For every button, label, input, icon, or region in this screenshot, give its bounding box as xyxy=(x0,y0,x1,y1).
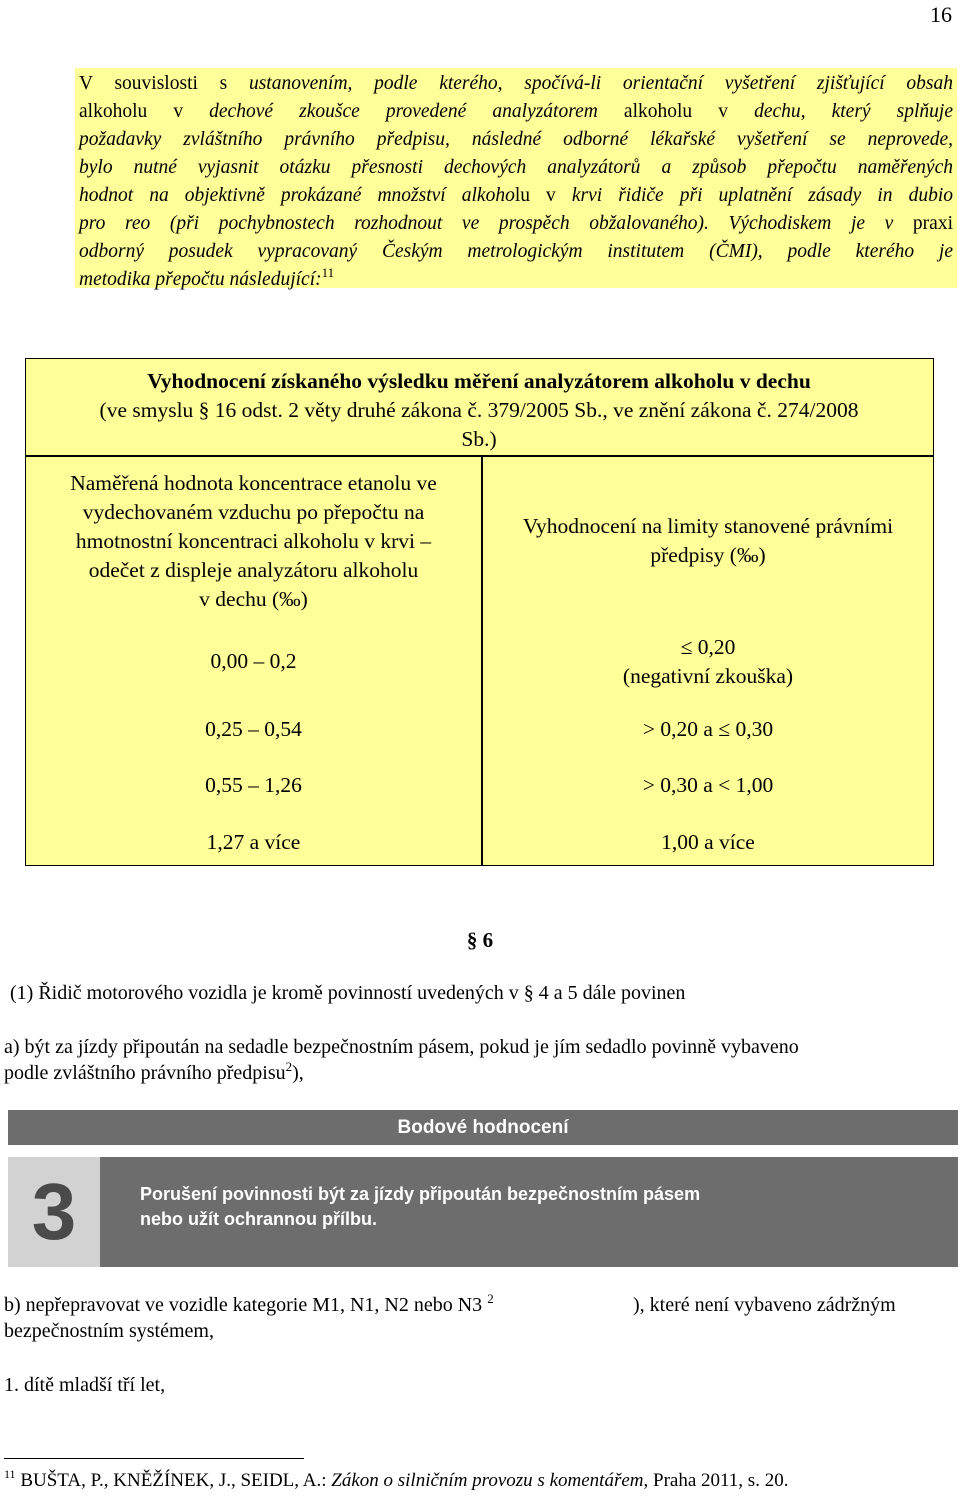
paragraph-1: (1) Řidič motorového vozidla je kromě povinností uvedených v § 4 a 5 dále povinen xyxy=(10,982,686,1004)
table-row-4-measured: 1,27 a více xyxy=(206,830,301,854)
footnote-ref[interactable]: 11 xyxy=(321,265,335,280)
list-item-1: 1. dítě mladší tří let, xyxy=(4,1374,166,1396)
intro-line-4: bylo nutné vyjasnit otázku přesnosti dechových analyzátorů a způsob přepočtu naměřených xyxy=(79,157,953,178)
table-row-3-evaluation: > 0,30 a < 1,00 xyxy=(642,773,774,797)
table-row-1-evaluation: ≤ 0,20 (negativní zkouška) xyxy=(622,635,794,688)
page-number: 16 xyxy=(930,2,952,27)
footnote-rule xyxy=(4,1458,304,1459)
footnote-ref-3[interactable]: 2 xyxy=(487,1291,494,1306)
footnote-ref-2[interactable]: 2 xyxy=(285,1059,293,1074)
item-b-line1-right: ), které není vybaveno zádržným xyxy=(633,1294,896,1316)
table-row-2-evaluation: > 0,20 a ≤ 0,30 xyxy=(642,717,774,741)
table-subtitle-line2: Sb.) xyxy=(461,427,497,451)
intro-line-6: pro reo (při pochybnostech rozhodnout ve prospěch obžalovaného). Východiskem je v praxi xyxy=(79,213,953,234)
table-row-1-measured: 0,00 – 0,2 xyxy=(210,649,297,673)
alcohol-evaluation-table xyxy=(25,358,934,866)
section-heading: § 6 xyxy=(466,928,494,952)
intro-line-5: hodnot na objektivně prokázané množství alkoholu v krvi řidiče při uplatnění zásady in dubio xyxy=(79,185,953,206)
banner-points: 3 xyxy=(8,1157,100,1267)
col2-header: Vyhodnocení na limity stanovené právními předpisy (‰) xyxy=(522,514,894,567)
intro-line-3: požadavky zvláštního právního předpisu, následné odborné lékařské vyšetření se neprovede, xyxy=(79,129,953,150)
intro-line-1: V souvislosti s ustanovením, podle kterého, spočívá-li orientační vyšetření zjišťující obsah xyxy=(79,73,953,94)
intro-paragraph xyxy=(75,68,957,288)
item-a-line1: a) být za jízdy připoután na sedadle bezpečnostním pásem, pokud je jím sedadlo povinně vybaveno xyxy=(4,1036,799,1058)
table-subtitle-line1: (ve smyslu § 16 odst. 2 věty druhé zákona č. 379/2005 Sb., ve znění zákona č. 274/2008 xyxy=(99,398,859,422)
table-divider xyxy=(26,455,933,457)
intro-line-8: metodika přepočtu následující:$^{11}$ xyxy=(79,265,335,290)
points-banner xyxy=(8,1110,958,1267)
table-title: Vyhodnocení získaného výsledku měření analyzátorem alkoholu v dechu xyxy=(147,369,811,393)
item-b-line1-left: b) nepřepravovat ve vozidle kategorie M1, N1, N2 nebo N3 $^2$ xyxy=(4,1291,494,1316)
intro-line-2: alkoholu v dechové zkoušce provedené analyzátorem alkoholu v dechu, který splňuje xyxy=(79,101,953,122)
table-row-2-measured: 0,25 – 0,54 xyxy=(205,717,302,741)
item-a-line2: podle zvláštního právního předpisu$^2$), xyxy=(4,1059,304,1084)
footnote: $^{11}$ BUŠTA, P., KNĚŽÍNEK, J., SEIDL, A.: Zákon o silničním provozu s komentářem, Praha 2011, s. 20. xyxy=(4,1467,789,1491)
col1-header: Naměřená hodnota koncentrace etanolu ve vydechovaném vzduchu po přepočtu na hmotnostní koncentraci alkoholu v krvi – odečet z displeje analyzátoru alkoholu v dechu (‰) xyxy=(70,471,437,611)
table-row-4-evaluation: 1,00 a více xyxy=(661,830,755,854)
banner-heading: Bodové hodnocení xyxy=(8,1110,958,1145)
item-b-line2: bezpečnostním systémem, xyxy=(4,1320,214,1342)
banner-text: Porušení povinnosti být za jízdy připoután bezpečnostním pásem nebo užít ochrannou přílbu. xyxy=(100,1157,958,1267)
table-row-3-measured: 0,55 – 1,26 xyxy=(205,773,302,797)
intro-line-7: odborný posudek vypracovaný Českým metrologickým institutem (ČMI), podle kterého je xyxy=(79,241,953,262)
